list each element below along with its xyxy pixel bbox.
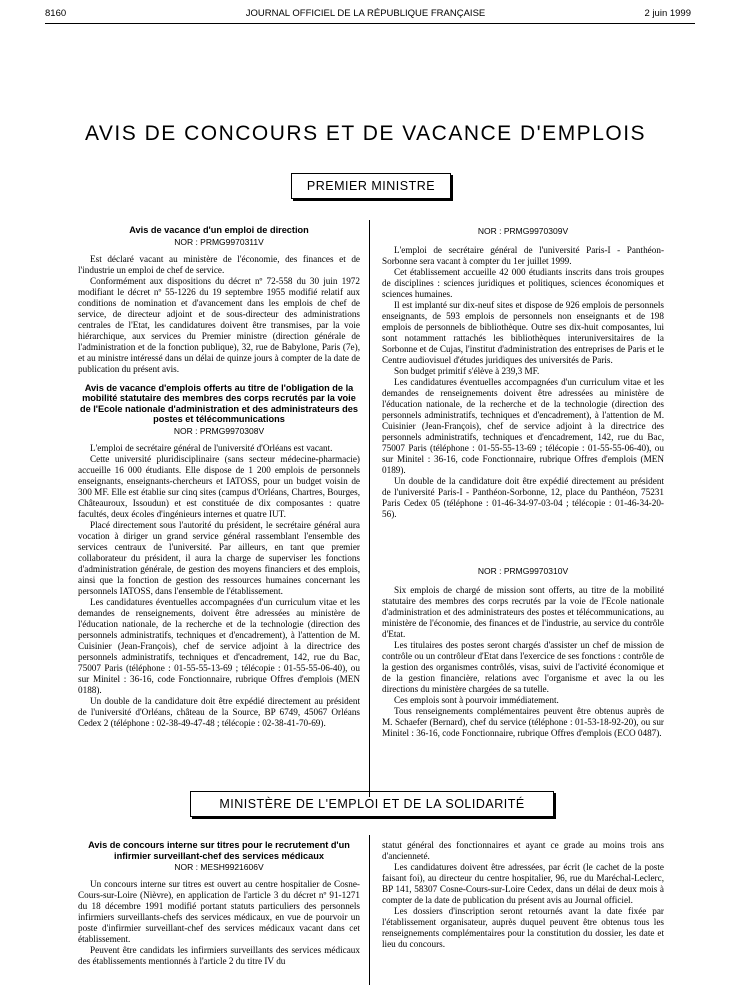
paragraph: Tous renseignements complémentaires peuvent être obtenus auprès de M. Schaefer (Bernard), chef du service (téléphone : 01-53-18-92-20), ou sur Minitel : 36-16, code Fonctionnaire, rubrique Offres d'emplois (ECO 0487). (382, 706, 664, 738)
paragraph: Cet établissement accueille 42 000 étudiants inscrits dans trois groupes de disciplines : sciences juridiques et politiques, sciences économiques et sciences humaines. (382, 267, 664, 299)
nor-reference: NOR : MESH9921606V (174, 862, 264, 872)
header-rule (45, 23, 695, 24)
nor-reference: NOR : PRMG9970308V (173, 425, 265, 436)
paragraph: Un double de la candidature doit être expédié directement au président de l'université Paris-I - Panthéon-Sorbonne, 12, place du Panthéon, 75231 Paris Cedex 05 (téléphone : 01-46-34-97-03-04 ; télécopie : 01-46-34-20-56). (382, 476, 664, 519)
section-title: PREMIER MINISTRE (306, 179, 436, 193)
left-column-ministere (78, 840, 360, 967)
page-number: 8160 (45, 8, 67, 19)
notice-title: Avis de vacance d'emplois offerts au titre de l'obligation de la mobilité statutaire des membres des corps recrutés par la voie de l'Ecole nationale d'administration et des administrateurs des postes et télécommunications (79, 382, 359, 424)
nor-reference: NOR : PRMG9970310V (477, 566, 569, 576)
paragraph: Les candidatures éventuelles accompagnées d'un curriculum vitae et les demandes de renseignements doivent être adressées au ministère de l'éducation nationale, de la recherche et de la technologie (direction des personnels administratifs, techniques et d'encadrement), à l'attention de M. Cuisinier (Jean-François), chef de service adjoint à la directrice des personnels administratifs, techniques et d'encadrement, 142, rue du Bac, 75007 Paris (téléphone : 01-55-55-13-69 ; télécopie : 01-55-55-06-40), ou sur Minitel : 36-16, code Fonctionnaire, rubrique Offres d'emplois (MEN 0189). (382, 377, 664, 475)
right-column-premier-ministre (382, 225, 664, 520)
paragraph: Peuvent être candidats les infirmiers surveillants des services médicaux des établissements mentionnés à l'article 2 du titre IV du (78, 945, 360, 966)
paragraph: Les dossiers d'inscription seront retournés avant la date fixée par l'établissement organisateur, auprès duquel peuvent être obtenus tous les renseignements complémentaires pour la constitution du dossier, les date et lieu du concours. (382, 906, 664, 949)
section-box-ministere-emploi (190, 791, 554, 817)
section-title: MINISTÈRE DE L'EMPLOI ET DE LA SOLIDARITÉ (219, 797, 525, 811)
paragraph: Cette université pluridisciplinaire (sans secteur médecine-pharmacie) accueille 16 000 étudiants. Elle dispose de 1 200 emplois de personnels enseignants, enseignants-chercheurs et IATOSS, pour un budget voisin de 300 MF. Elle est établie sur cinq sites (campus d'Orléans, Chartres, Bourges, Châteauroux, Issoudun) et est constituée de dix composantes : quatre facultés, deux écoles d'ingénieurs internes et quatre IUT. (78, 453, 360, 519)
column-divider (369, 835, 370, 985)
running-header (0, 8, 731, 22)
right-column-second-notice (382, 565, 664, 739)
paragraph: Les titulaires des postes seront chargés d'assister un chef de mission de contrôle ou un contrôleur d'Etat dans l'exercice de ses fonctions : contrôle de la gestion des organismes contrôlés, visas, suivi de l'activité économique et de la gestion financière, relations avec l'organisme et avec la ou les directions du ministère chargées de sa tutelle. (382, 640, 664, 694)
issue-date: 2 juin 1999 (644, 8, 691, 19)
paragraph: L'emploi de secrétaire général de l'université d'Orléans est vacant. (90, 442, 333, 453)
journal-title: JOURNAL OFFICIEL DE LA RÉPUBLIQUE FRANÇAISE (245, 8, 486, 19)
notice-title: Avis de concours interne sur titres pour le recrutement d'un infirmier surveillant-chef des services médicaux (88, 840, 350, 861)
paragraph: Six emplois de chargé de mission sont offerts, au titre de la mobilité statutaire des membres des corps recrutés par la voie de l'Ecole nationale d'administration et des administrateurs des postes et télécommunications, au ministère de l'économie, des finances et de l'industrie, au service du contrôle d'Etat. (382, 585, 664, 639)
paragraph: Il est implanté sur dix-neuf sites et dispose de 926 emplois de personnels enseignants, de 593 emplois de personnels non enseignants et de 198 emplois de personnels de bibliothèque. Outre ses dix-huit composantes, lui sont notamment rattachés les bibliothèques interuniversitaires de la Sorbonne et de Cujas, l'institut d'administration des entreprises de Paris et le Centre audiovisuel d'études juridiques des universités de Paris. (382, 300, 664, 365)
paragraph: Son budget primitif s'élève à 239,3 MF. (394, 366, 540, 376)
paragraph: Les candidatures doivent être adressées, par écrit (le cachet de la poste faisant foi), au directeur du centre hospitalier, 96, rue du Maréchal-Leclerc, BP 141, 58307 Cosne-Cours-sur-Loire Cedex, dans un délai de deux mois à compter de la date de publication du présent avis au Journal officiel. (382, 862, 664, 905)
section-box-premier-ministre (291, 173, 451, 199)
left-column-premier-ministre (78, 225, 360, 729)
nor-reference: NOR : PRMG9970311V (174, 236, 264, 247)
paragraph: Placé directement sous l'autorité du président, le secrétaire général aura vocation à diriger un grand service général rassemblant l'ensemble des services centraux de l'université. Par ailleurs, en tant que premier collaborateur du président, il aura la charge de superviser les fonctions d'administration générale, de gestion des moyens financiers et des emplois, ainsi que la fonction de gestion des ressources humaines concernant les personnels IATOSS, dans l'ensemble de l'établissement. (78, 519, 360, 596)
nor-reference: NOR : PRMG9970309V (477, 226, 569, 236)
page-title: AVIS DE CONCOURS ET DE VACANCE D'EMPLOIS (84, 122, 647, 145)
paragraph: L'emploi de secrétaire général de l'université Paris-I - Panthéon-Sorbonne sera vacant à compter du 1er juillet 1999. (382, 245, 664, 266)
right-column-ministere (382, 840, 664, 950)
paragraph: Un double de la candidature doit être expédié directement au président de l'université d'Orléans, château de la Source, BP 6749, 45067 Orléans Cedex 2 (téléphone : 02-38-49-47-48 ; télécopie : 02-38-41-70-69). (78, 695, 360, 728)
paragraph: Est déclaré vacant au ministère de l'économie, des finances et de l'industrie un emploi de chef de service. (78, 253, 360, 275)
paragraph: Les candidatures éventuelles accompagnées d'un curriculum vitae et les demandes de renseignements, doivent être adressées au ministère de l'éducation nationale, de la recherche et de la technologie (direction des personnels administratifs, techniques et d'encadrement), à l'attention de M. Cuisinier (Jean-François), chef de service adjoint à la directrice des personnels administratifs, techniques et d'encadrement, 142, rue du Bac, 75007 Paris (téléphone : 01-55-55-13-69 ; télécopie : 01-55-55-06-40), ou sur Minitel : 36-16, code Fonctionnaire, rubrique Offres d'emplois (MEN 0188). (78, 596, 360, 695)
notice-title: Avis de vacance d'un emploi de direction (129, 225, 309, 235)
column-divider (369, 220, 370, 797)
paragraph: statut général des fonctionnaires et ayant ce grade au moins trois ans d'ancienneté. (382, 840, 664, 861)
paragraph: Conformément aux dispositions du décret nº 72-558 du 30 juin 1972 modifiant le décret nº 55-1226 du 19 septembre 1955 modifié relatif aux conditions de nomination et d'avancement dans les emplois de chef de service, de directeur adjoint et de sous-directeur des administrations centrales de l'Etat, les candidatures doivent être transmises, par la voie hiérarchique, aux services du Premier ministre (direction générale de l'administration et de la fonction publique), 32, rue de Babylone, Paris (7e), et au ministre intéressé dans un délai de quinze jours à compter de la date de publication du présent avis. (78, 275, 360, 374)
paragraph: Un concours interne sur titres est ouvert au centre hospitalier de Cosne-Cours-sur-Loire (Nièvre), en application de l'article 3 du décret nº 91-1271 du 18 décembre 1991 modifié portant statuts particuliers des personnels infirmiers surveillants-chefs des services médicaux, en vue de pourvoir un poste d'infirmier surveillant-chef des services médicaux vacant dans cet établissement. (78, 879, 360, 944)
paragraph: Ces emplois sont à pourvoir immédiatement. (394, 695, 559, 705)
